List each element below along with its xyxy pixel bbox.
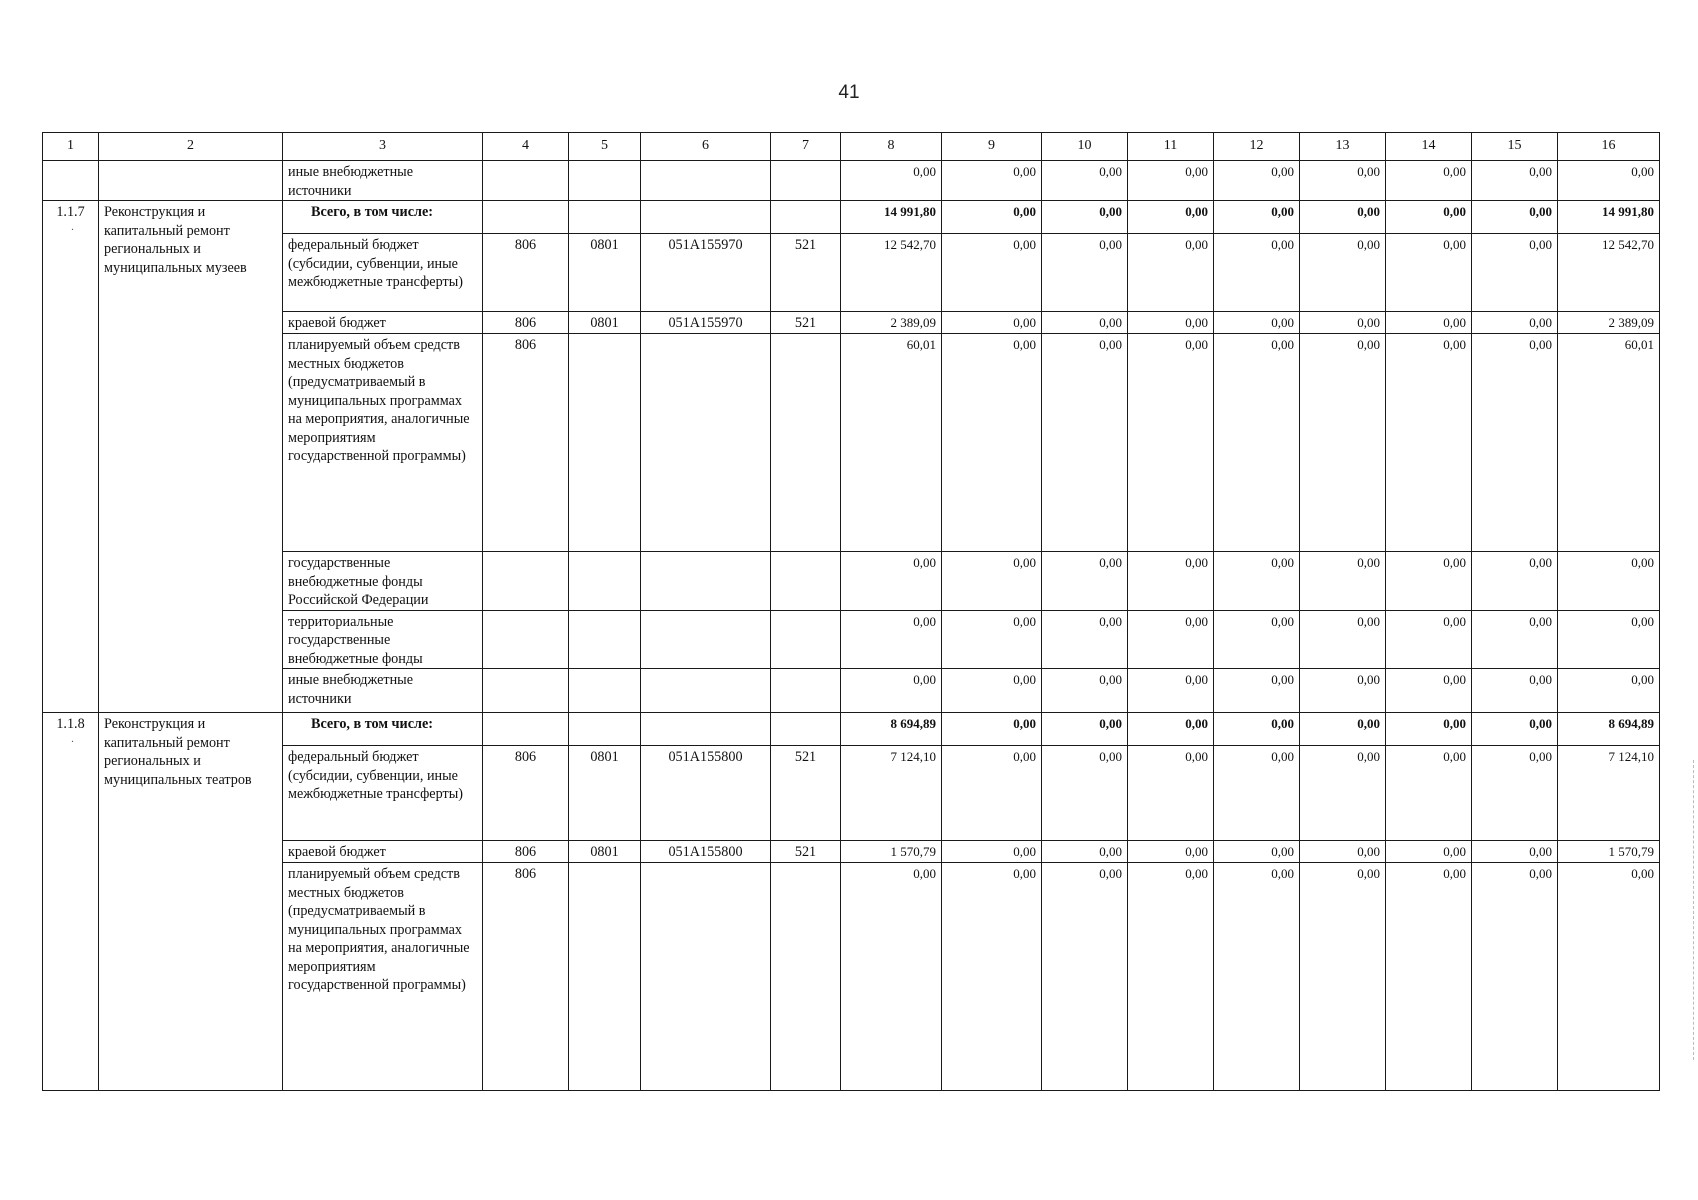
amount-cell: 0,00 (1386, 334, 1472, 552)
item-title: Реконструкция и капитальный ремонт региональных и муниципальных музеев (99, 201, 283, 713)
column-number: 1 (43, 133, 99, 161)
amount-cell: 0,00 (1386, 312, 1472, 334)
code-cell-c4 (483, 201, 569, 234)
table-row (43, 841, 1660, 863)
amount-cell: 0,00 (1300, 841, 1386, 863)
column-number: 15 (1472, 133, 1558, 161)
table-row (43, 161, 1660, 201)
amount-cell: 0,00 (1214, 161, 1300, 201)
column-number: 6 (641, 133, 771, 161)
amount-cell: 0,00 (1128, 713, 1214, 746)
code-cell-c7 (771, 334, 841, 552)
amount-cell: 0,00 (1558, 610, 1660, 669)
code-cell-c7: 521 (771, 746, 841, 841)
amount-cell: 7 124,10 (841, 746, 942, 841)
funding-source-label: краевой бюджет (283, 841, 483, 863)
table-row (43, 863, 1660, 1091)
amount-cell: 1 570,79 (1558, 841, 1660, 863)
code-cell-c6 (641, 610, 771, 669)
amount-cell: 0,00 (1214, 841, 1300, 863)
amount-cell: 12 542,70 (841, 234, 942, 312)
item-number (43, 161, 99, 201)
amount-cell: 0,00 (1558, 669, 1660, 713)
amount-cell: 0,00 (1558, 161, 1660, 201)
amount-cell: 0,00 (1214, 863, 1300, 1091)
amount-cell: 0,00 (1042, 234, 1128, 312)
amount-cell: 0,00 (1300, 234, 1386, 312)
amount-cell: 0,00 (1300, 312, 1386, 334)
funding-source-label: планируемый объем средств местных бюджетов (предусматриваемый в муниципальных программах на мероприятия, аналогичные мероприятиям государственной программы) (283, 334, 483, 552)
column-number: 3 (283, 133, 483, 161)
amount-cell: 0,00 (1558, 863, 1660, 1091)
code-cell-c4 (483, 552, 569, 611)
budget-table (42, 132, 1660, 1091)
amount-cell: 0,00 (1128, 201, 1214, 234)
amount-cell: 0,00 (1472, 746, 1558, 841)
table-row (43, 312, 1660, 334)
amount-cell: 0,00 (841, 863, 942, 1091)
amount-cell: 2 389,09 (841, 312, 942, 334)
amount-cell: 0,00 (942, 841, 1042, 863)
code-cell-c5 (569, 713, 641, 746)
code-cell-c5 (569, 863, 641, 1091)
code-cell-c4 (483, 713, 569, 746)
code-cell-c4 (483, 610, 569, 669)
amount-cell: 0,00 (1300, 552, 1386, 611)
amount-cell: 0,00 (1472, 610, 1558, 669)
amount-cell: 0,00 (1214, 713, 1300, 746)
amount-cell: 0,00 (1472, 552, 1558, 611)
code-cell-c6 (641, 669, 771, 713)
amount-cell: 0,00 (1472, 713, 1558, 746)
item-title (99, 161, 283, 201)
amount-cell: 0,00 (1386, 552, 1472, 611)
column-number: 16 (1558, 133, 1660, 161)
amount-cell: 0,00 (1300, 161, 1386, 201)
table-row (43, 552, 1660, 611)
item-number-mark: . (71, 220, 74, 233)
column-number: 11 (1128, 133, 1214, 161)
amount-cell: 14 991,80 (1558, 201, 1660, 234)
amount-cell: 0,00 (1128, 234, 1214, 312)
code-cell-c7 (771, 552, 841, 611)
code-cell-c4: 806 (483, 841, 569, 863)
code-cell-c4 (483, 161, 569, 201)
amount-cell: 14 991,80 (841, 201, 942, 234)
amount-cell: 0,00 (841, 161, 942, 201)
amount-cell: 0,00 (1214, 201, 1300, 234)
table-row (43, 610, 1660, 669)
amount-cell: 0,00 (1042, 713, 1128, 746)
funding-source-label: территориальные государственные внебюджетные фонды (283, 610, 483, 669)
amount-cell: 0,00 (1042, 552, 1128, 611)
amount-cell: 0,00 (1128, 552, 1214, 611)
amount-cell: 0,00 (1300, 669, 1386, 713)
code-cell-c7: 521 (771, 234, 841, 312)
column-number: 12 (1214, 133, 1300, 161)
amount-cell: 0,00 (1472, 669, 1558, 713)
code-cell-c7 (771, 161, 841, 201)
amount-cell: 0,00 (1300, 746, 1386, 841)
amount-cell: 2 389,09 (1558, 312, 1660, 334)
code-cell-c6: 051A155800 (641, 746, 771, 841)
amount-cell: 7 124,10 (1558, 746, 1660, 841)
code-cell-c5 (569, 610, 641, 669)
amount-cell: 0,00 (942, 669, 1042, 713)
code-cell-c5 (569, 334, 641, 552)
amount-cell: 0,00 (1472, 201, 1558, 234)
column-number: 10 (1042, 133, 1128, 161)
amount-cell: 1 570,79 (841, 841, 942, 863)
column-number: 9 (942, 133, 1042, 161)
amount-cell: 0,00 (942, 713, 1042, 746)
code-cell-c6: 051A155970 (641, 312, 771, 334)
amount-cell: 0,00 (1386, 669, 1472, 713)
funding-source-label: планируемый объем средств местных бюджетов (предусматриваемый в муниципальных программах на мероприятия, аналогичные мероприятиям государственной программы) (283, 863, 483, 1091)
amount-cell: 0,00 (1300, 863, 1386, 1091)
amount-cell: 0,00 (1472, 161, 1558, 201)
code-cell-c5: 0801 (569, 841, 641, 863)
item-number-text: 1.1.8 (56, 716, 85, 732)
item-number (43, 713, 99, 1091)
amount-cell: 0,00 (1128, 669, 1214, 713)
code-cell-c6 (641, 863, 771, 1091)
item-number (43, 201, 99, 713)
code-cell-c6: 051A155970 (641, 234, 771, 312)
page-number: 41 (838, 82, 860, 103)
amount-cell: 0,00 (1300, 610, 1386, 669)
item-number-mark: . (71, 732, 74, 745)
code-cell-c7 (771, 201, 841, 234)
amount-cell: 0,00 (1214, 312, 1300, 334)
amount-cell: 0,00 (1042, 161, 1128, 201)
amount-cell: 0,00 (1214, 552, 1300, 611)
amount-cell: 0,00 (1214, 234, 1300, 312)
code-cell-c4: 806 (483, 746, 569, 841)
table-row (43, 234, 1660, 312)
amount-cell: 0,00 (1128, 610, 1214, 669)
code-cell-c6: 051A155800 (641, 841, 771, 863)
column-number: 14 (1386, 133, 1472, 161)
table-row (43, 746, 1660, 841)
column-number-row (43, 133, 1660, 161)
amount-cell: 0,00 (1386, 713, 1472, 746)
code-cell-c6 (641, 161, 771, 201)
amount-cell: 0,00 (1472, 234, 1558, 312)
funding-source-label: Всего, в том числе: (283, 201, 483, 234)
code-cell-c7 (771, 669, 841, 713)
table-row (43, 669, 1660, 713)
amount-cell: 0,00 (1042, 746, 1128, 841)
amount-cell: 0,00 (1472, 863, 1558, 1091)
amount-cell: 0,00 (942, 746, 1042, 841)
code-cell-c4: 806 (483, 312, 569, 334)
code-cell-c5 (569, 669, 641, 713)
code-cell-c4: 806 (483, 863, 569, 1091)
amount-cell: 0,00 (942, 201, 1042, 234)
amount-cell: 0,00 (1128, 863, 1214, 1091)
amount-cell: 0,00 (1214, 669, 1300, 713)
amount-cell: 8 694,89 (841, 713, 942, 746)
amount-cell: 0,00 (942, 234, 1042, 312)
amount-cell: 0,00 (1128, 841, 1214, 863)
funding-source-label: государственные внебюджетные фонды Российской Федерации (283, 552, 483, 611)
amount-cell: 0,00 (942, 161, 1042, 201)
amount-cell: 0,00 (1214, 610, 1300, 669)
total-row (43, 201, 1660, 234)
amount-cell: 0,00 (1128, 746, 1214, 841)
amount-cell: 0,00 (1472, 841, 1558, 863)
amount-cell: 0,00 (1042, 610, 1128, 669)
amount-cell: 8 694,89 (1558, 713, 1660, 746)
code-cell-c7: 521 (771, 312, 841, 334)
funding-source-label: краевой бюджет (283, 312, 483, 334)
amount-cell: 0,00 (841, 669, 942, 713)
code-cell-c4: 806 (483, 334, 569, 552)
amount-cell: 0,00 (1214, 746, 1300, 841)
funding-source-label: иные внебюджетные источники (283, 669, 483, 713)
amount-cell: 0,00 (841, 610, 942, 669)
amount-cell: 0,00 (1128, 161, 1214, 201)
item-title: Реконструкция и капитальный ремонт региональных и муниципальных театров (99, 713, 283, 1091)
amount-cell: 0,00 (841, 552, 942, 611)
code-cell-c6 (641, 334, 771, 552)
amount-cell: 0,00 (1386, 841, 1472, 863)
code-cell-c5: 0801 (569, 312, 641, 334)
code-cell-c7: 521 (771, 841, 841, 863)
column-number: 4 (483, 133, 569, 161)
amount-cell: 0,00 (942, 863, 1042, 1091)
amount-cell: 0,00 (1128, 312, 1214, 334)
amount-cell: 0,00 (1214, 334, 1300, 552)
column-number: 13 (1300, 133, 1386, 161)
code-cell-c7 (771, 610, 841, 669)
amount-cell: 60,01 (1558, 334, 1660, 552)
code-cell-c5: 0801 (569, 234, 641, 312)
amount-cell: 0,00 (1042, 841, 1128, 863)
amount-cell: 0,00 (1128, 334, 1214, 552)
code-cell-c4 (483, 669, 569, 713)
amount-cell: 0,00 (942, 552, 1042, 611)
funding-source-label: федеральный бюджет (субсидии, субвенции, иные межбюджетные трансферты) (283, 234, 483, 312)
amount-cell: 0,00 (942, 610, 1042, 669)
code-cell-c4: 806 (483, 234, 569, 312)
amount-cell: 0,00 (1386, 161, 1472, 201)
code-cell-c6 (641, 201, 771, 234)
amount-cell: 0,00 (1042, 334, 1128, 552)
amount-cell: 0,00 (1386, 610, 1472, 669)
code-cell-c6 (641, 713, 771, 746)
amount-cell: 0,00 (942, 312, 1042, 334)
amount-cell: 0,00 (1300, 201, 1386, 234)
code-cell-c7 (771, 863, 841, 1091)
code-cell-c5 (569, 201, 641, 234)
amount-cell: 0,00 (1042, 201, 1128, 234)
amount-cell: 0,00 (1300, 334, 1386, 552)
amount-cell: 0,00 (1042, 863, 1128, 1091)
funding-source-label: Всего, в том числе: (283, 713, 483, 746)
amount-cell: 0,00 (1386, 863, 1472, 1091)
column-number: 2 (99, 133, 283, 161)
code-cell-c5 (569, 161, 641, 201)
code-cell-c5: 0801 (569, 746, 641, 841)
amount-cell: 0,00 (1558, 552, 1660, 611)
column-number: 8 (841, 133, 942, 161)
amount-cell: 0,00 (1386, 201, 1472, 234)
amount-cell: 12 542,70 (1558, 234, 1660, 312)
code-cell-c5 (569, 552, 641, 611)
amount-cell: 0,00 (1042, 669, 1128, 713)
code-cell-c6 (641, 552, 771, 611)
code-cell-c7 (771, 713, 841, 746)
table-row (43, 334, 1660, 552)
amount-cell: 0,00 (1472, 334, 1558, 552)
amount-cell: 60,01 (841, 334, 942, 552)
item-number-text: 1.1.7 (56, 204, 85, 220)
column-number: 7 (771, 133, 841, 161)
column-number: 5 (569, 133, 641, 161)
funding-source-label: иные внебюджетные источники (283, 161, 483, 201)
amount-cell: 0,00 (942, 334, 1042, 552)
amount-cell: 0,00 (1386, 234, 1472, 312)
amount-cell: 0,00 (1386, 746, 1472, 841)
funding-source-label: федеральный бюджет (субсидии, субвенции, иные межбюджетные трансферты) (283, 746, 483, 841)
scan-edge-mark (1693, 760, 1695, 1060)
amount-cell: 0,00 (1472, 312, 1558, 334)
amount-cell: 0,00 (1300, 713, 1386, 746)
total-row (43, 713, 1660, 746)
amount-cell: 0,00 (1042, 312, 1128, 334)
